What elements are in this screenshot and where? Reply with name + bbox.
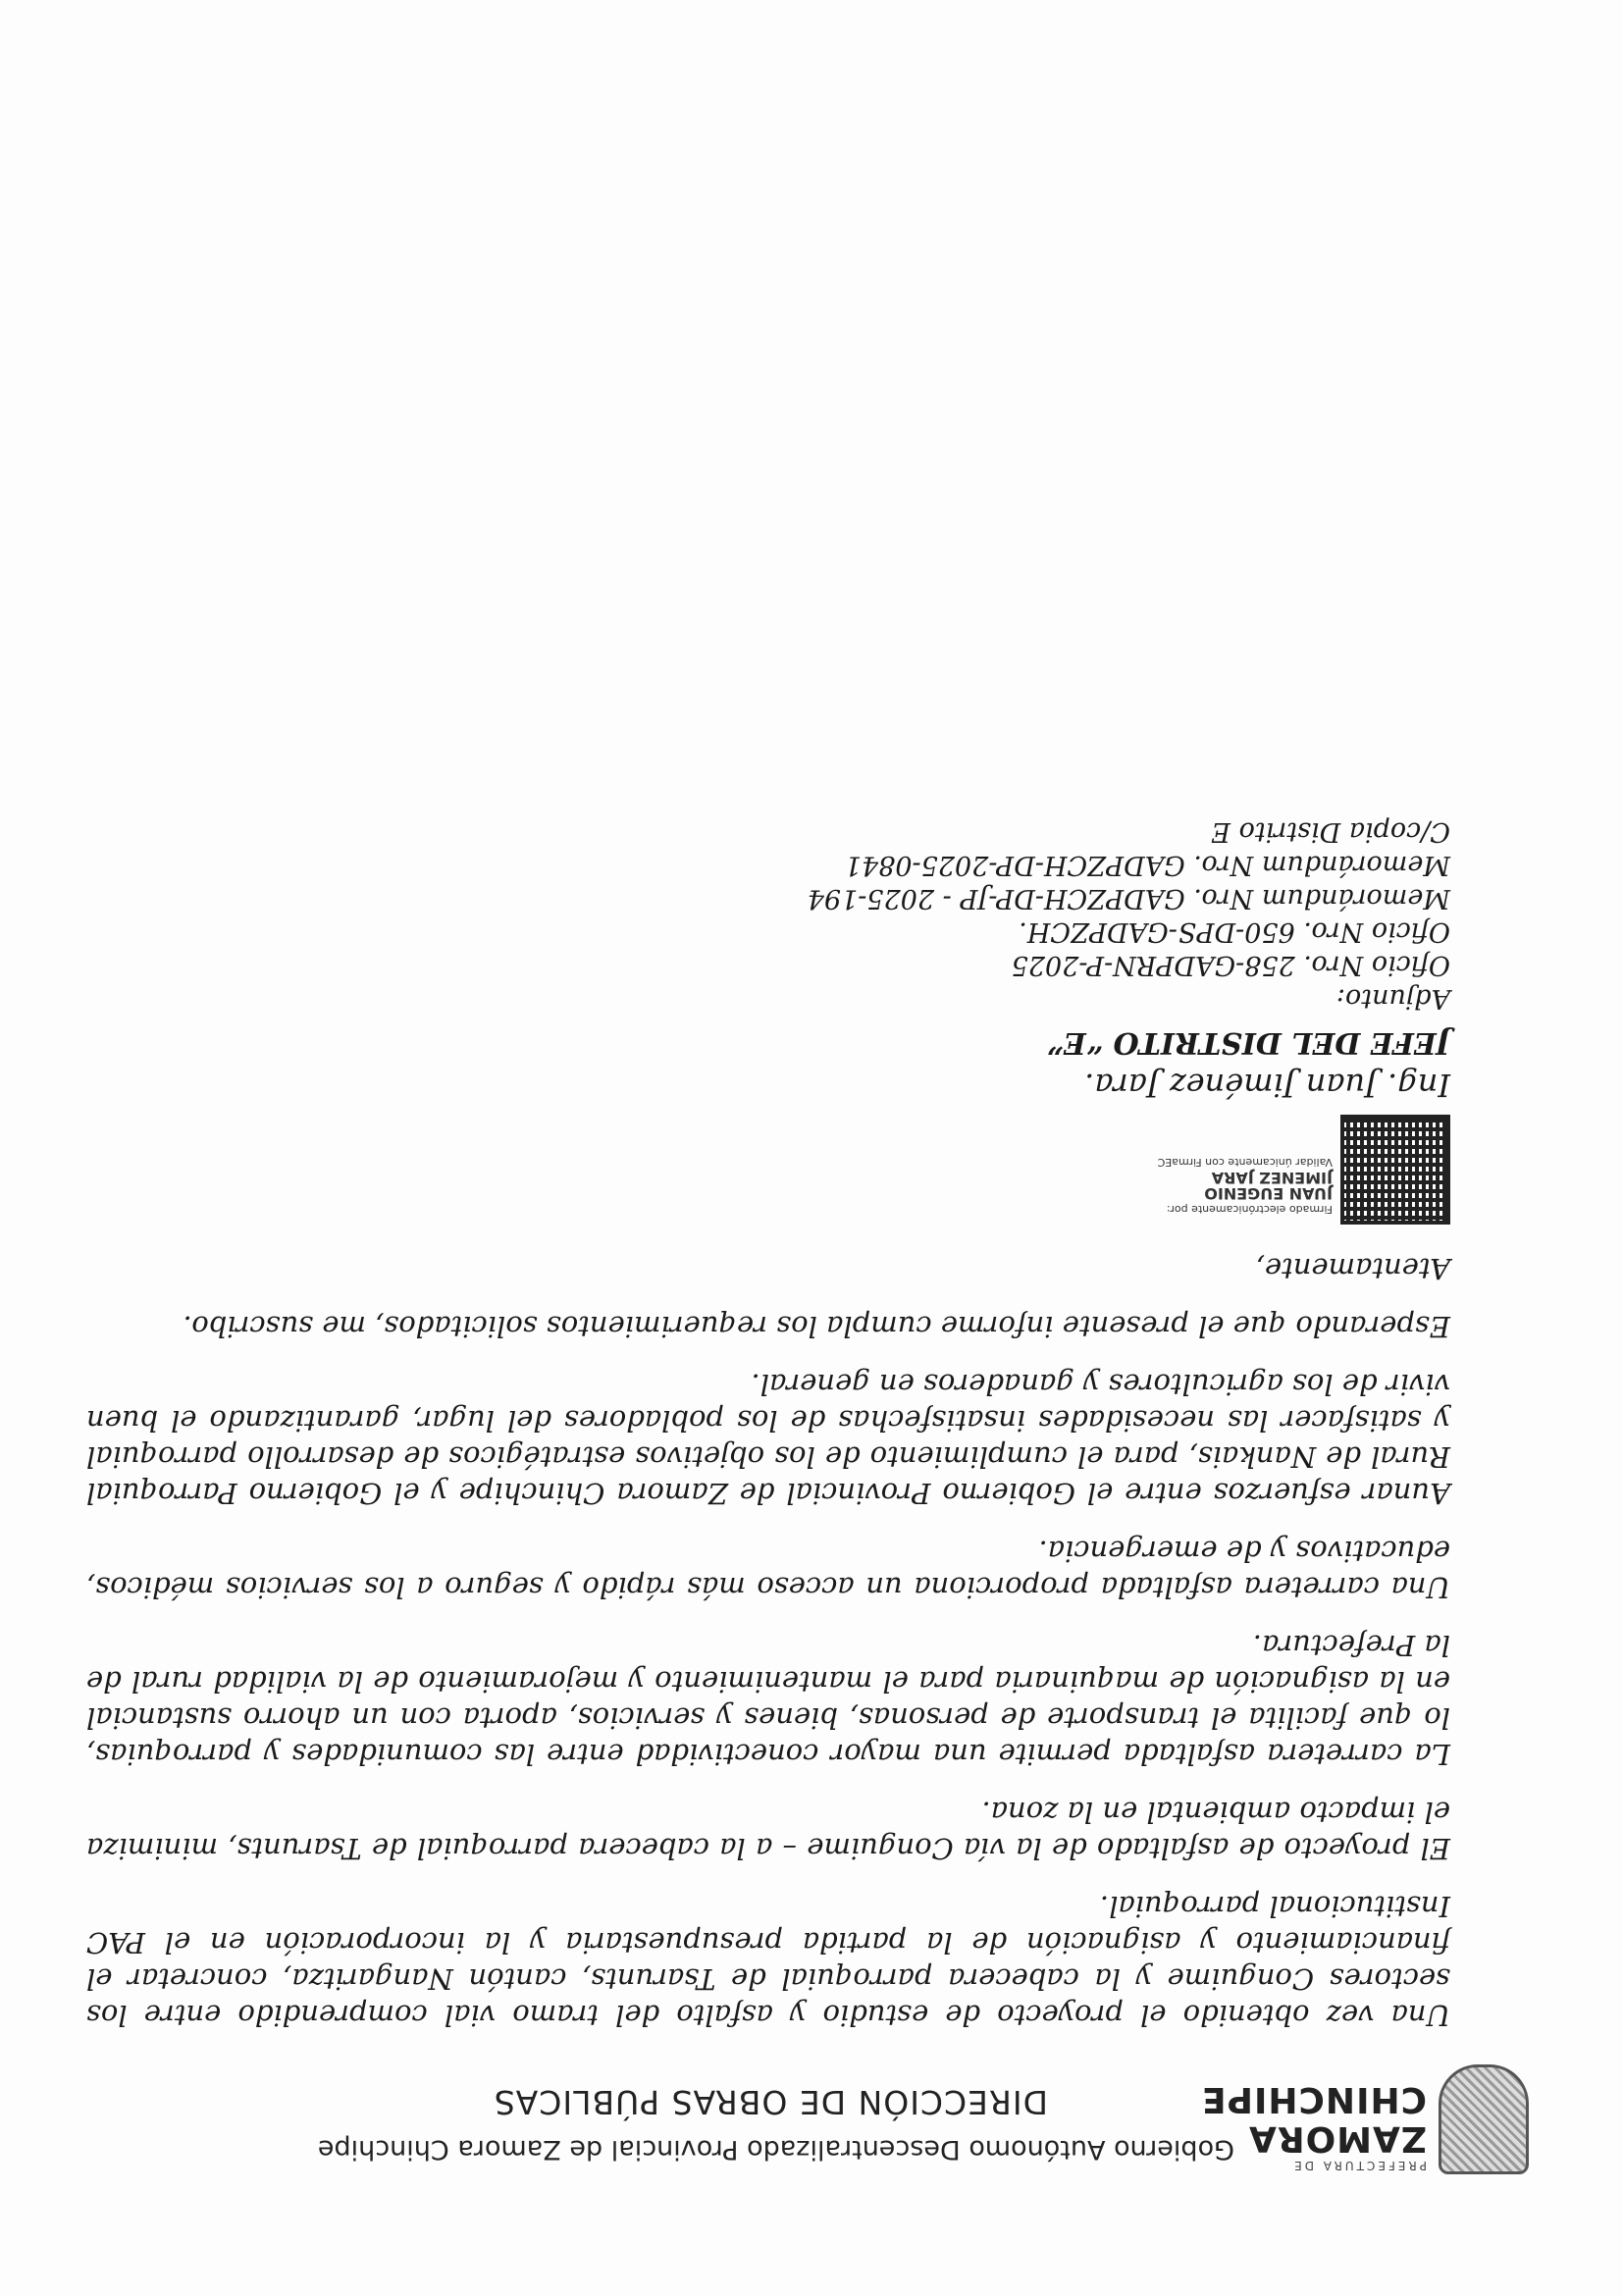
letter-body bbox=[86, 814, 1450, 2033]
paragraph: La carretera asfaltada permite una mayor conectividad entre las comunidades y parroquias, lo que facilita el transporte de personas, bienes y servicios, aporta con un ahorro sustancial en la asignación de maquinaria para el mantenimiento y mejoramiento de la vialidad rural de la Prefectura. bbox=[86, 1629, 1450, 1771]
attachment-item: Memorándum Nro. GADPZCH-DP-2025-0841 bbox=[844, 850, 1450, 880]
qr-code-icon bbox=[1340, 1115, 1450, 1225]
paragraph: Una carretera asfaltada proporciona un acceso más rápido y seguro a los servicios médicos, educativos y de emergencia. bbox=[86, 1535, 1450, 1604]
attachment-item: Oficio Nro. 258-GADPRN-P-2025 bbox=[1011, 950, 1450, 980]
logo-name-line2: CHINCHIPE bbox=[1201, 2079, 1427, 2119]
logo-prefix: PREFECTURA DE bbox=[1291, 2159, 1427, 2172]
stamp-name1: JUAN EUGENIO bbox=[1204, 1184, 1333, 1203]
attachments bbox=[86, 814, 1450, 1015]
attachment-item: C/copia Distrito E bbox=[1211, 816, 1450, 847]
paragraph: Una vez obtenido el proyecto de estudio y asfalto del tramo vial comprendido entre los sectores Conguime y la cabecera parroquial de Tsarunts, cantón Nangaritza, concretar el financiamiento y asignación de la partida presupuestaria y la incorporación en el PAC Institucional parroquial. bbox=[86, 1890, 1450, 2032]
signer-role: JEFE DEL DISTRITO “E” bbox=[1046, 1025, 1450, 1060]
attachments-label: Adjunto: bbox=[1335, 983, 1450, 1014]
stamp-line1: Firmado electrónicamente por: bbox=[1166, 1203, 1333, 1216]
prefecture-logo bbox=[1201, 2053, 1529, 2180]
electronic-signature bbox=[86, 1107, 1450, 1225]
attachment-item: Oficio Nro. 650-DPS-GADPZCH. bbox=[1019, 916, 1450, 947]
stamp-name2: JIMENEZ JARA bbox=[1211, 1169, 1333, 1187]
attachment-item: Memorándum Nro. GADPZCH-DP-JP - 2025-194 bbox=[807, 883, 1450, 913]
institution-name: Gobierno Autónomo Descentralizado Provincial de Zamora Chinchipe bbox=[317, 2134, 1234, 2165]
closing: Atentamente, bbox=[1255, 1252, 1450, 1285]
directorate-title: DIRECCIÓN DE OBRAS PÚBLICAS bbox=[493, 2083, 1048, 2121]
paragraph: Esperando que el presente informe cumpla los requerimientos solicitados, me suscribo. bbox=[183, 1310, 1450, 1343]
signature-stamp-text bbox=[1158, 1154, 1333, 1217]
letterhead bbox=[86, 2053, 1529, 2180]
paragraph: Aunar esfuerzos entre el Gobierno Provincial de Zamora Chinchipe y el Gobierno Parroquial Rural de Nankais, para el cumplimiento de los objetivos estratégicos de desarrollo parroquial y satisfacer las necesidades insatisfechas de los pobladores del lugar, garantizando el buen vivir de los agricultores y ganaderos en general. bbox=[86, 1368, 1450, 1510]
logo-name-line1: ZAMORA bbox=[1248, 2118, 1427, 2159]
coat-of-arms-icon bbox=[1439, 2064, 1529, 2174]
stamp-line2: Validar únicamente con FirmaEC bbox=[1157, 1156, 1333, 1169]
signer-name: Ing. Juan Jiménez Jara. bbox=[1084, 1067, 1450, 1104]
paragraph: El proyecto de asfaltado de la vía Conguime – a la cabecera parroquial de Tsarunts, minimiza el impacto ambiental en la zona. bbox=[86, 1796, 1450, 1865]
